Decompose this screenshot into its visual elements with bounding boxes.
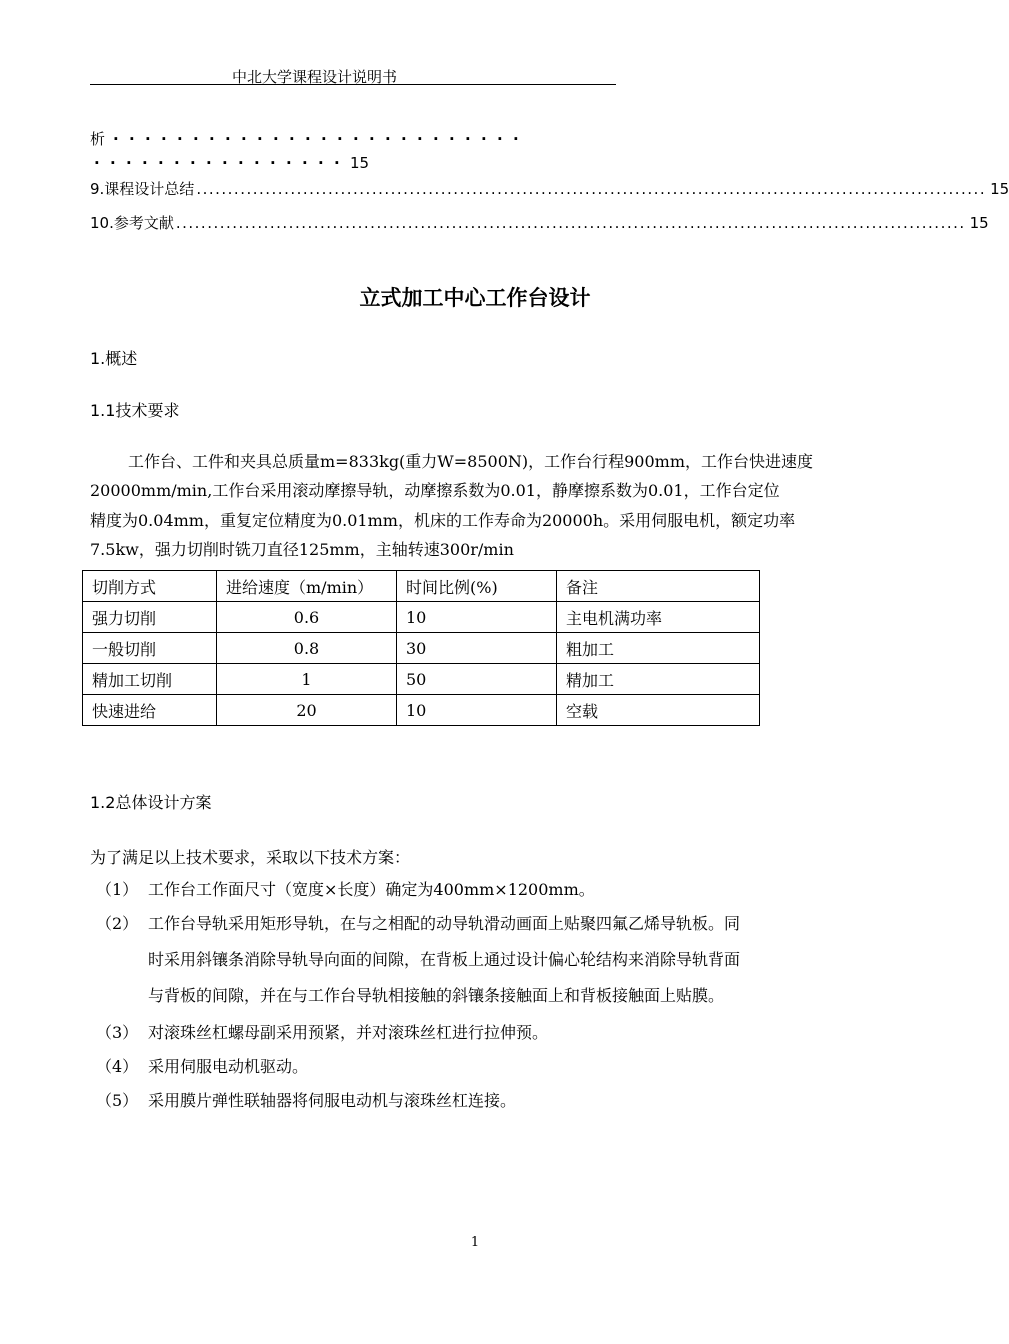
table-header-cell: 切削方式 [83, 571, 217, 602]
plan-item-text [148, 906, 863, 1014]
header-rule [90, 84, 616, 85]
plan-item-line: 采用伺服电动机驱动。 [148, 1057, 309, 1076]
table-cell: 10 [397, 602, 557, 633]
paragraph-line: 精度为0.04mm，重复定位精度为0.01mm，机床的工作寿命为20000h。采用伺服电机，额定功率 [90, 510, 796, 530]
plan-item-text [148, 1083, 863, 1119]
table-cell: 0.6 [217, 602, 397, 633]
toc-continued-line-1 [90, 128, 529, 149]
table-row [83, 602, 760, 633]
table-cell: 50 [397, 664, 557, 695]
table-cell: 一般切削 [83, 633, 217, 664]
table-cell: 快速进给 [83, 695, 217, 726]
toc-page-number: 15 [990, 180, 1009, 198]
table-cell: 0.8 [217, 633, 397, 664]
plan-item-number: （4） [96, 1057, 139, 1076]
toc-page-number: 15 [969, 214, 989, 232]
toc-continued-dots: ················ [94, 154, 350, 172]
toc-continued-text: 析 [90, 130, 106, 148]
table-cell: 精加工 [557, 664, 760, 695]
toc-continued-line-2 [94, 154, 369, 172]
toc-entry-dots: .............................................................................................................................. [175, 214, 966, 232]
plan-item-line: 时采用斜镶条消除导轨导向面的间隙，在背板上通过设计偏心轮结构来消除导轨背面 [148, 950, 741, 969]
plan-item-number: （1） [96, 880, 139, 899]
page-header-title: 中北大学课程设计说明书 [232, 68, 398, 86]
toc-entry[interactable] [90, 178, 1009, 199]
plan-item-text [148, 1015, 863, 1051]
subsection-heading: 1.2总体设计方案 [90, 793, 212, 812]
paragraph-line: 20000mm/min,工作台采用滚动摩擦导轨，动摩擦系数为0.01，静摩擦系数为0.01，工作台定位 [90, 481, 780, 501]
table-row [83, 695, 760, 726]
table-cell: 空载 [557, 695, 760, 726]
table-row [83, 633, 760, 664]
plan-item-text [148, 872, 863, 908]
table-cell: 粗加工 [557, 633, 760, 664]
toc-page-number: 15 [349, 154, 370, 172]
plan-item-number: （5） [96, 1091, 139, 1110]
toc-entry-label: 10.参考文献 [90, 214, 174, 232]
tech-requirements-paragraph [90, 447, 870, 564]
plan-item-line: 与背板的间隙，并在与工作台导轨相接触的斜镶条接触面上和背板接触面上贴膜。 [148, 986, 725, 1005]
plan-item-number: （2） [96, 914, 139, 933]
table-header-row [83, 571, 760, 602]
plan-item-text [148, 1049, 863, 1085]
plan-item-line: 工作台工作面尺寸（宽度×长度）确定为400mm×1200mm。 [148, 880, 595, 899]
document-title: 立式加工中心工作台设计 [359, 286, 591, 310]
paragraph-line: 7.5kw，强力切削时铣刀直径125mm，主轴转速300r/min [90, 539, 514, 559]
subsection-heading: 1.1技术要求 [90, 401, 180, 420]
table-cell: 20 [217, 695, 397, 726]
table-header-cell: 时间比例(%) [397, 571, 557, 602]
plan-item-line: 采用膜片弹性联轴器将伺服电动机与滚珠丝杠连接。 [148, 1091, 517, 1110]
table-cell: 主电机满功率 [557, 602, 760, 633]
table-cell: 1 [217, 664, 397, 695]
toc-entry-dots: .............................................................................................................................. [196, 180, 987, 198]
plan-item-line: 对滚珠丝杠螺母副采用预紧，并对滚珠丝杠进行拉伸预。 [148, 1023, 549, 1042]
toc-entry-label: 9.课程设计总结 [90, 180, 195, 198]
table-cell: 10 [397, 695, 557, 726]
table-cell: 精加工切削 [83, 664, 217, 695]
table-row [83, 664, 760, 695]
paragraph-line: 工作台、工件和夹具总质量m=833kg(重力W=8500N)，工作台行程900mm，工作台快进速度 [128, 452, 813, 471]
table-cell: 30 [397, 633, 557, 664]
page-number: 1 [470, 1235, 480, 1250]
table-header-cell: 进给速度（m/min） [217, 571, 397, 602]
plan-intro: 为了满足以上技术要求，采取以下技术方案： [90, 848, 411, 867]
table-cell: 强力切削 [83, 602, 217, 633]
cutting-parameters-table [82, 570, 760, 726]
plan-item-number: （3） [96, 1023, 139, 1042]
table-header-cell: 备注 [557, 571, 760, 602]
toc-entry[interactable] [90, 212, 989, 233]
section-heading: 1.概述 [90, 349, 138, 368]
plan-item-line: 工作台导轨采用矩形导轨，在与之相配的动导轨滑动画面上贴聚四氟乙烯导轨板。同 [148, 914, 741, 933]
toc-continued-dots: ·························· [113, 130, 529, 148]
